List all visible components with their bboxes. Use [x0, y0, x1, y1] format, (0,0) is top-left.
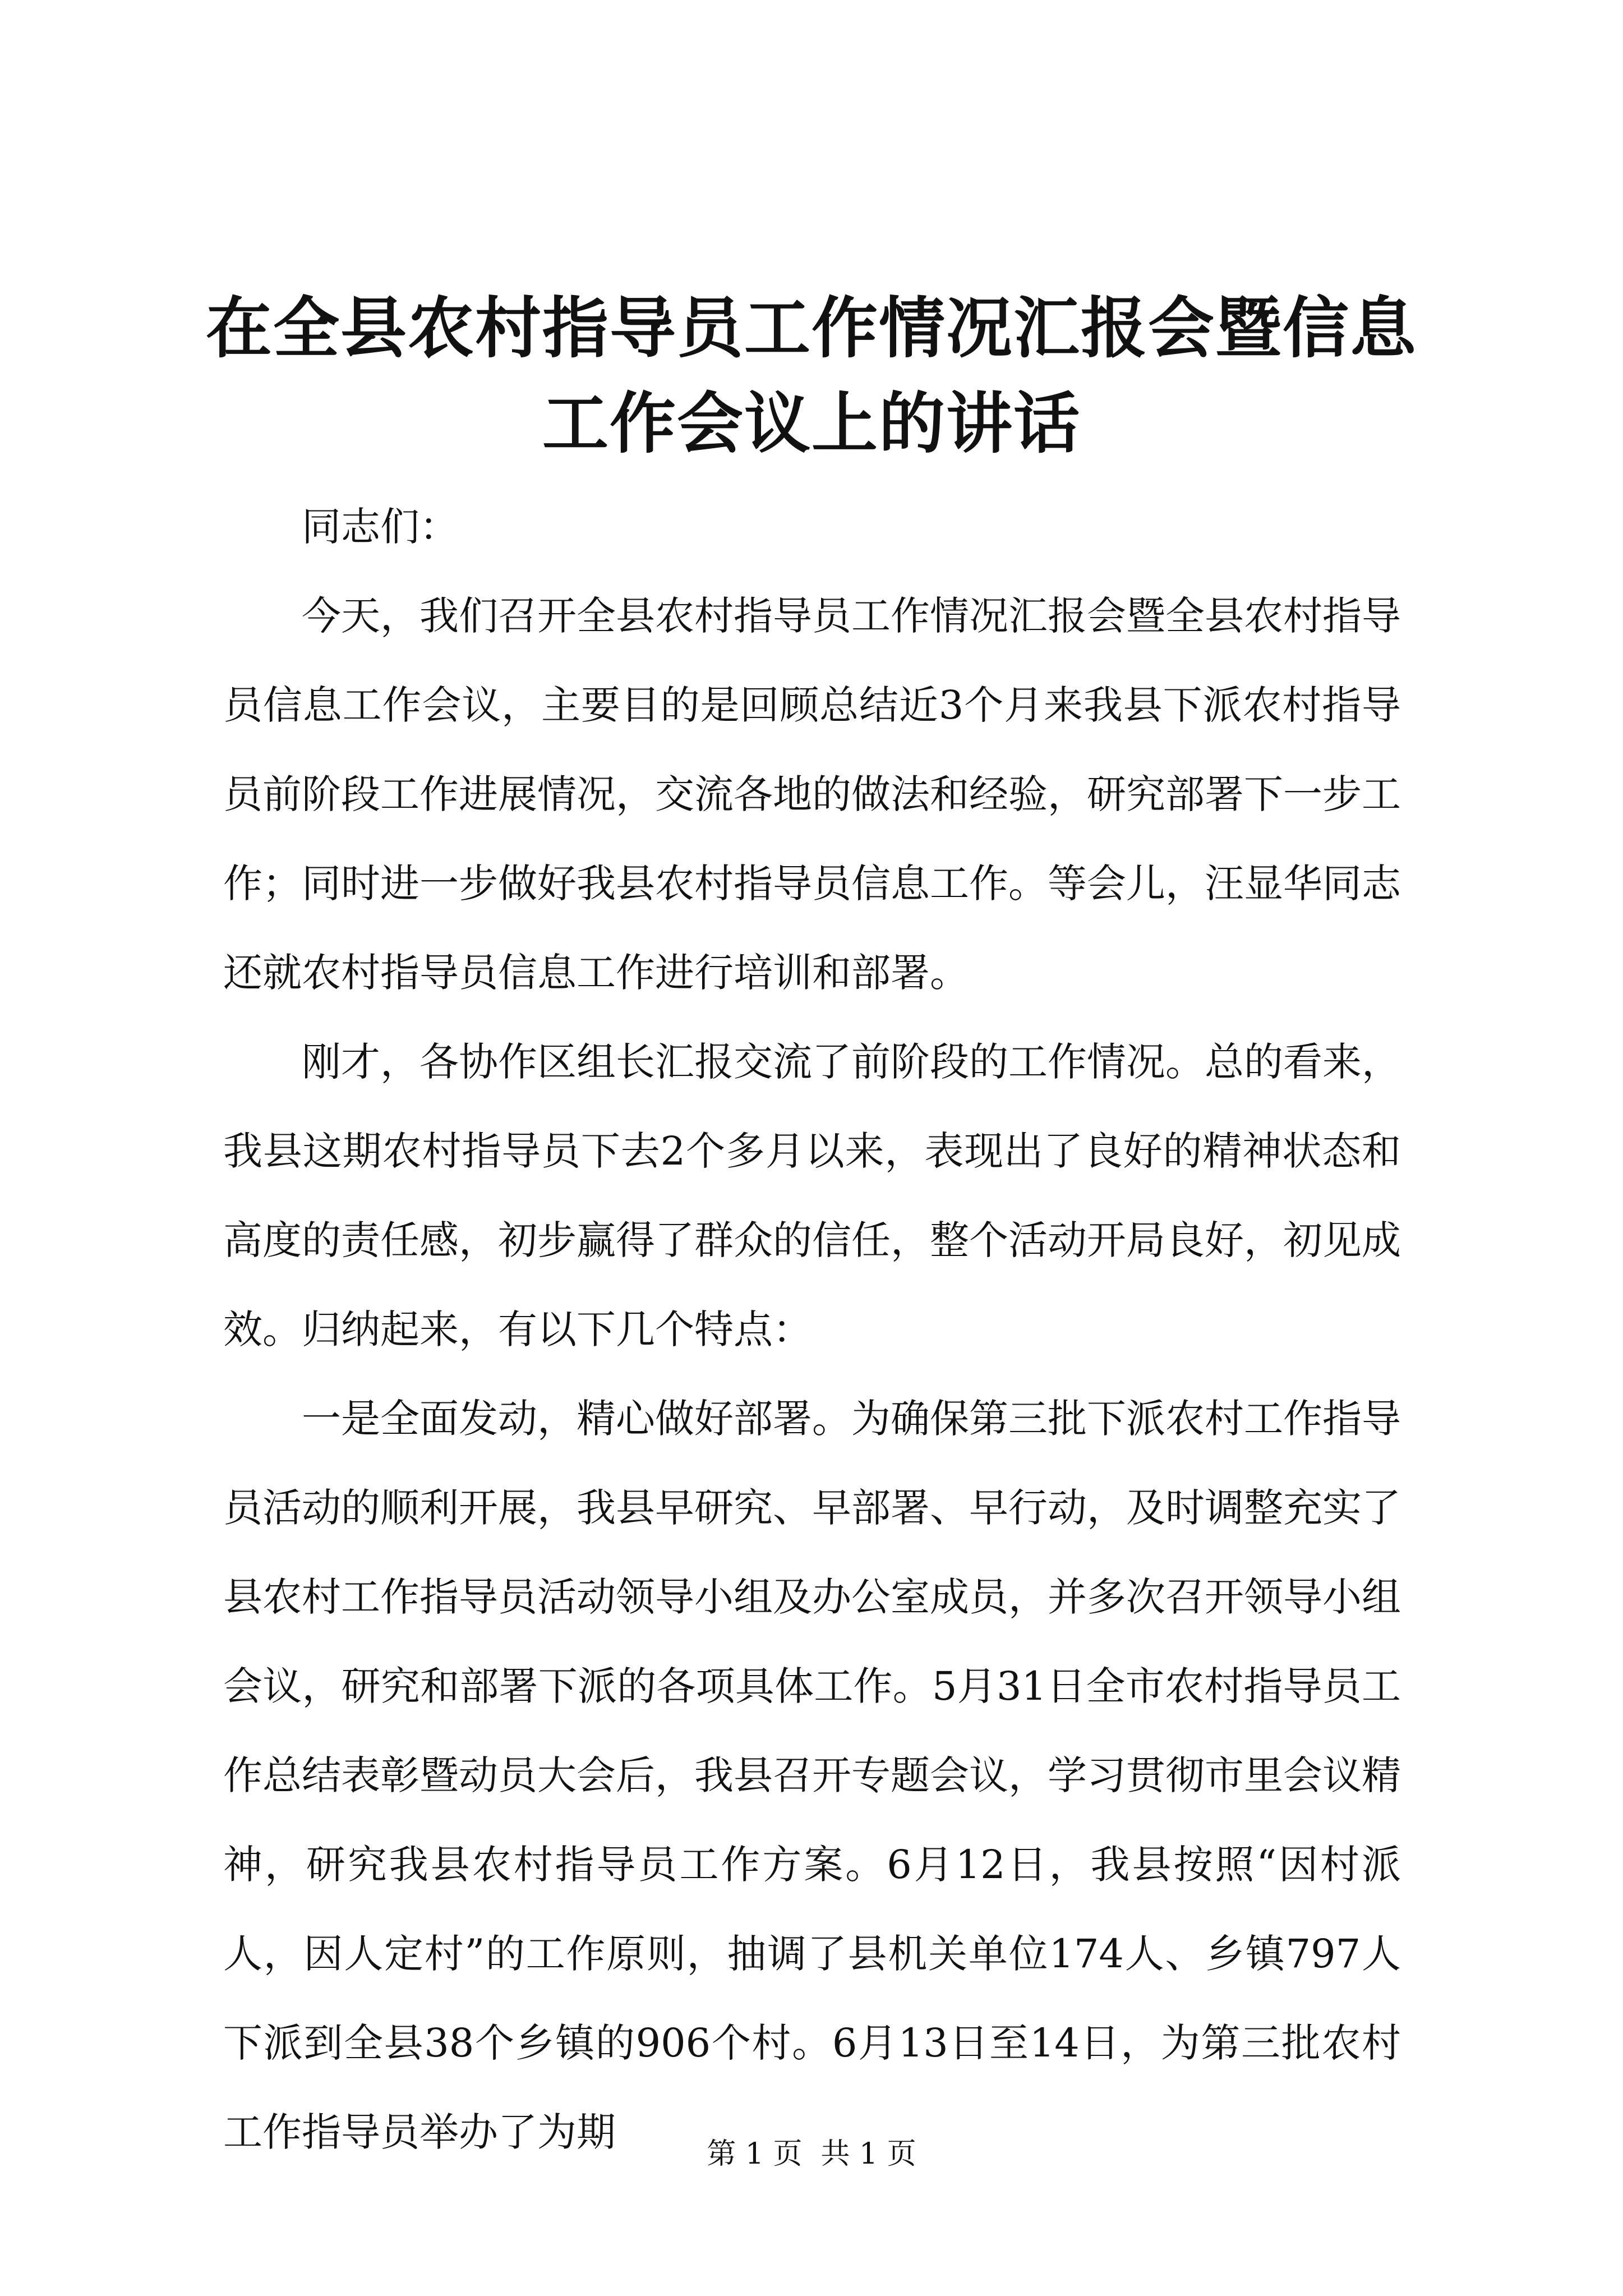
- salutation-paragraph: 同志们：: [302, 504, 459, 550]
- body-paragraph: 刚才，各协作区组长汇报交流了前阶段的工作情况。总的看来，我县这期农村指导员下去2个多月以来，表现出了良好的精神状态和高度的责任感，初步赢得了群众的信任，整个活动开局良好，初见成效。归纳起来，有以下几个特点：: [223, 1039, 1401, 1352]
- document-body: [223, 482, 1401, 2177]
- body-paragraph: 今天，我们召开全县农村指导员工作情况汇报会暨全县农村指导员信息工作会议，主要目的是回顾总结近3个月来我县下派农村指导员前阶段工作进展情况，交流各地的做法和经验，研究部署下一步工作；同时进一步做好我县农村指导员信息工作。等会儿，汪显华同志还就农村指导员信息工作进行培训和部署。: [223, 593, 1401, 996]
- body-paragraph: 一是全面发动，精心做好部署。为确保第三批下派农村工作指导员活动的顺利开展，我县早研究、早部署、早行动，及时调整充实了县农村工作指导员活动领导小组及办公室成员，并多次召开领导小组会议，研究和部署下派的各项具体工作。5月31日全市农村指导员工作总结表彰暨动员大会后，我县召开专题会议，学习贯彻市里会议精神，研究我县农村指导员工作方案。6月12日，我县按照“因村派人，因人定村”的工作原则，抽调了县机关单位174人、乡镇797人下派到全县38个乡镇的906个村。6月13日至14日，为第三批农村工作指导员举办了为期: [223, 1396, 1401, 2155]
- page-number: 第 1 页 共 1 页: [707, 2137, 916, 2171]
- page-footer: [0, 2134, 1623, 2174]
- document-title: 在全县农村指导员工作情况汇报会暨信息工作会议上的讲话: [205, 289, 1417, 462]
